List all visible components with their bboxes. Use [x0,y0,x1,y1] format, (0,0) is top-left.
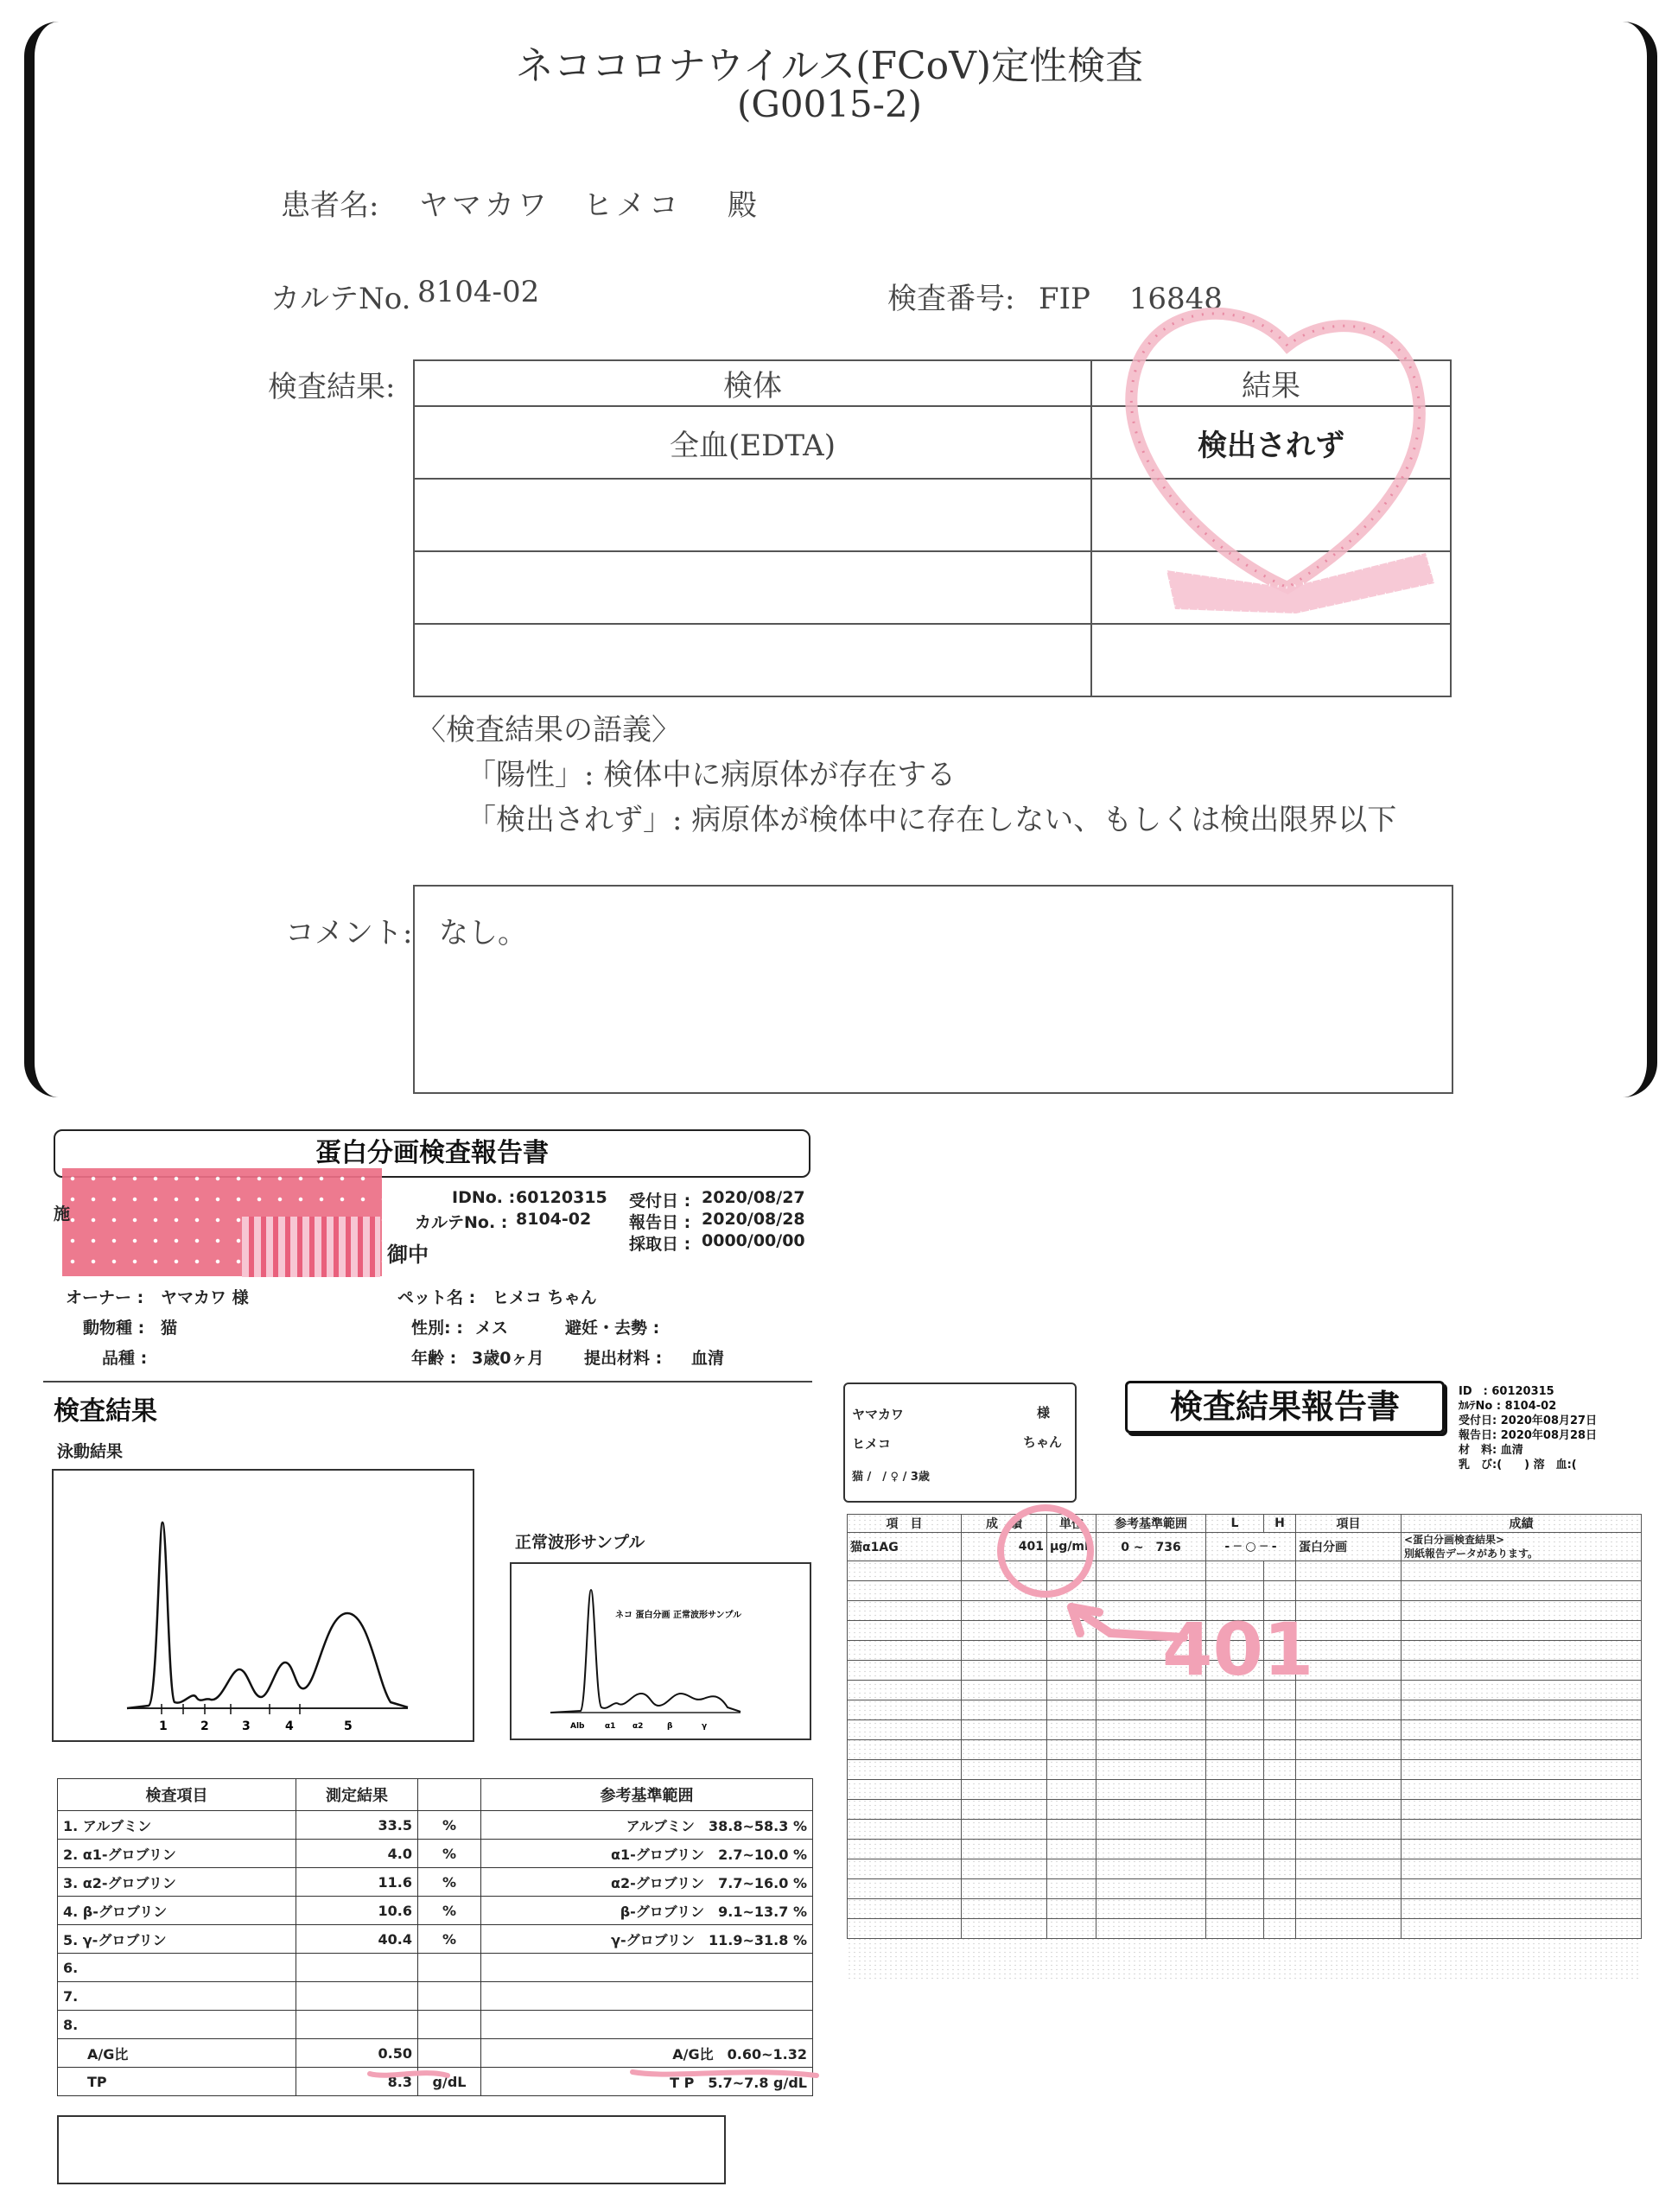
row-unit: % [418,1925,481,1954]
agp-header: 参考基準範囲 [1096,1515,1206,1533]
header-ref: 参考基準範囲 [481,1779,813,1811]
sample-tick: α1 [605,1722,616,1731]
row-value: 8.3 [296,2068,418,2096]
protein-karte-label: カルテNo. : [415,1213,508,1232]
protein-karte-no: 8104-02 [516,1210,592,1229]
row-item: A/G比 [58,2039,296,2068]
sex-label: 性別: : [411,1319,463,1338]
tick-label: 3 [242,1719,251,1733]
agp-header: 項目 [1296,1515,1402,1533]
empty-cell [414,624,1091,696]
agp-owner: ヤマカワ [852,1407,905,1422]
row-ref: α1-グロブリン 2.7~10.0 % [481,1840,813,1868]
sampled-date: 0000/00/00 [702,1231,805,1250]
row-item: TP [58,2068,296,2096]
agp-value: 401 [962,1533,1047,1561]
onchu: 御中 [387,1243,429,1267]
empty-cell [414,551,1091,624]
species-label: 動物種 : [83,1319,145,1338]
karte-label: カルテNo. [270,282,411,316]
row-item: 7. [58,1982,296,2011]
report-label: 報告日 : [629,1213,691,1232]
row-value [296,1954,418,1982]
agp-item: 猫α1AG [848,1533,962,1561]
agp-right-item: 蛋白分画 [1296,1533,1402,1561]
divider [43,1381,812,1382]
table-row [58,1811,813,1840]
sampled-label: 採取日 : [629,1235,691,1254]
result-label: 検査結果: [268,370,396,404]
idno-label: IDNo. : [452,1188,516,1207]
agp-header: 項 目 [848,1515,962,1533]
protein-title: 蛋白分画検査報告書 [315,1138,549,1168]
patient-name: ヤマカワ ヒメコ [419,188,682,223]
row-value: 0.50 [296,2039,418,2068]
patient-suffix: 殿 [728,188,757,223]
row-unit [418,1982,481,2011]
material: 血清 [691,1349,725,1368]
row-item: 6. [58,1954,296,1982]
facility-prefix: 施 [54,1205,71,1224]
agp-header: 単位 [1047,1515,1096,1533]
protein-results-table [57,1778,813,2096]
material-label: 提出材料 : [584,1349,663,1368]
row-value [296,1982,418,2011]
row-value: 33.5 [296,1811,418,1840]
fcov-code: (G0015-2) [736,83,923,125]
agp-header: L [1206,1515,1264,1533]
sex: メス [475,1319,509,1338]
agp-report-label: 報告日: [1459,1429,1497,1442]
row-ref: A/G比 0.60~1.32 [481,2039,813,2068]
sample-tick: γ [702,1722,708,1731]
table-row [58,1897,813,1925]
agp-owner-suffix: 様 [1037,1405,1051,1421]
sample-heading: 正常波形サンプル [515,1533,645,1552]
row-ref: T P 5.7~7.8 g/dL [481,2068,813,2096]
agp-profile: 猫 / / ♀ / 3歳 [852,1471,930,1484]
agp-meta [1459,1384,1597,1472]
fcov-title: ネココロナウイルス(FCoV)定性検査 [515,44,1144,88]
agp-flag: - ─ ○ ─ - [1206,1533,1296,1561]
agp-ref: 0 ~ 736 [1096,1533,1206,1561]
agp-header: H [1264,1515,1296,1533]
result-cell: 検出されず [1091,406,1451,479]
neuter-label: 避妊・去勢 : [565,1319,660,1338]
col-result-header: 結果 [1091,360,1451,406]
tick-label: 2 [200,1719,209,1733]
agp-unit: μg/mL [1047,1533,1096,1561]
table-row [58,1982,813,2011]
agp-pet: ヒメコ [852,1436,892,1452]
agp-karte-label: ｶﾙﾃNo : [1459,1400,1502,1413]
comment-value: なし。 [439,916,527,950]
agp-received: 2020年08月27日 [1500,1414,1598,1427]
header-value: 測定結果 [296,1779,418,1811]
protein-comment-box [57,2115,726,2184]
header-item: 検査項目 [58,1779,296,1811]
table-row [58,1954,813,1982]
species: 猫 [161,1319,178,1338]
agp-patient-box [843,1382,1077,1503]
received-label: 受付日 : [629,1192,691,1211]
comment-box [413,885,1453,1094]
table-row [58,1925,813,1954]
agp-id-label: ID : [1459,1385,1488,1398]
agp-report: 2020年08月28日 [1500,1429,1598,1442]
sample-graph [510,1562,811,1740]
report-date: 2020/08/28 [702,1210,805,1229]
annotation-number: 401 [1162,1607,1314,1685]
row-item: 5. γ-グロブリン [58,1925,296,1954]
empty-cell [414,479,1091,551]
washi-tape-stripes [242,1217,380,1277]
row-value: 10.6 [296,1897,418,1925]
agp-header: 成 績 [962,1515,1047,1533]
row-unit [418,2011,481,2039]
owner-label: オーナー : [66,1288,144,1307]
agp-title-box [1125,1381,1445,1433]
heart-ribbon-sticker [1115,294,1443,639]
tick-label: 4 [285,1719,294,1733]
header-unit [418,1779,481,1811]
sample-tick: β [667,1722,673,1731]
results-heading: 検査結果 [54,1396,157,1427]
pink-highlight-marks [363,2056,830,2091]
row-ref [481,1954,813,1982]
sample-tick: α2 [632,1722,644,1731]
agp-right-result: 別紙報告データがあります。 [1404,1548,1539,1560]
pink-annotation [950,1495,1365,1685]
age-label: 年齢 : [411,1349,457,1368]
agp-material-label: 材 料: [1459,1444,1497,1457]
age: 3歳0ヶ月 [472,1349,544,1368]
row-value: 11.6 [296,1868,418,1897]
agp-hemolysis: 乳 び:( ) 溶 血:( [1459,1459,1577,1471]
row-value: 4.0 [296,1840,418,1868]
electrophoresis-graph [52,1469,474,1742]
received-date: 2020/08/27 [702,1188,805,1207]
idno: 60120315 [516,1188,607,1207]
row-item: 1. アルブミン [58,1811,296,1840]
row-ref: γ-グロブリン 11.9~31.8 % [481,1925,813,1954]
row-ref [481,2011,813,2039]
tick-label: 5 [344,1719,353,1733]
patient-label: 患者名: [281,188,379,223]
exam-no-label: 検査番号: [887,282,1015,316]
row-item: 2. α1-グロブリン [58,1840,296,1868]
agp-karte: 8104-02 [1504,1400,1557,1413]
row-unit: % [418,1840,481,1868]
glossary-negative: 「検出されず」: 病原体が検体中に存在しない、もしくは検出限界以下 [467,803,1397,837]
row-ref: アルブミン 38.8~58.3 % [481,1811,813,1840]
owner-name: ヤマカワ 様 [161,1288,249,1307]
sample-curve [512,1564,810,1738]
sample-tick: Alb [570,1722,585,1731]
row-item: 4. β-グロブリン [58,1897,296,1925]
pet-name: ヒメコ ちゃん [493,1288,597,1307]
agp-title: 検査結果報告書 [1169,1388,1400,1426]
agp-id: 60120315 [1491,1385,1554,1398]
table-row [58,2011,813,2039]
agp-header: 成績 [1402,1515,1642,1533]
agp-material: 血清 [1500,1444,1523,1457]
row-ref: β-グロブリン 9.1~13.7 % [481,1897,813,1925]
row-item: 8. [58,2011,296,2039]
agp-right-result: <蛋白分画検査結果> [1404,1534,1505,1546]
agp-pet-suffix: ちゃん [1023,1434,1063,1450]
exam-no: FIP 16848 [1039,282,1223,316]
row-value [296,2011,418,2039]
comment-label: コメント: [285,916,413,950]
sample-caption: ネコ 蛋白分画 正常波形サンプル [615,1611,742,1620]
table-row [58,1840,813,1868]
table-row [58,1868,813,1897]
tick-label: 1 [159,1719,168,1733]
row-item: 3. α2-グロブリン [58,1868,296,1897]
breed-label: 品種 : [102,1349,148,1368]
row-unit [418,1954,481,1982]
row-unit: g/dL [418,2068,481,2096]
col-specimen-header: 検体 [414,360,1091,406]
row-value: 40.4 [296,1925,418,1954]
pet-label: ペット名 : [397,1288,476,1307]
row-ref: α2-グロブリン 7.7~16.0 % [481,1868,813,1897]
row-ref [481,1982,813,2011]
row-unit: % [418,1811,481,1840]
electro-heading: 泳動結果 [57,1442,124,1461]
agp-received-label: 受付日: [1459,1414,1497,1427]
glossary-positive: 「陽性」: 検体中に病原体が存在する [467,758,957,792]
specimen-cell: 全血(EDTA) [414,406,1091,479]
karte-no: 8104-02 [417,275,540,309]
row-unit: % [418,1868,481,1897]
electrophoresis-curve [54,1471,473,1740]
glossary-title: 〈検査結果の語義〉 [416,713,681,747]
row-unit: % [418,1897,481,1925]
